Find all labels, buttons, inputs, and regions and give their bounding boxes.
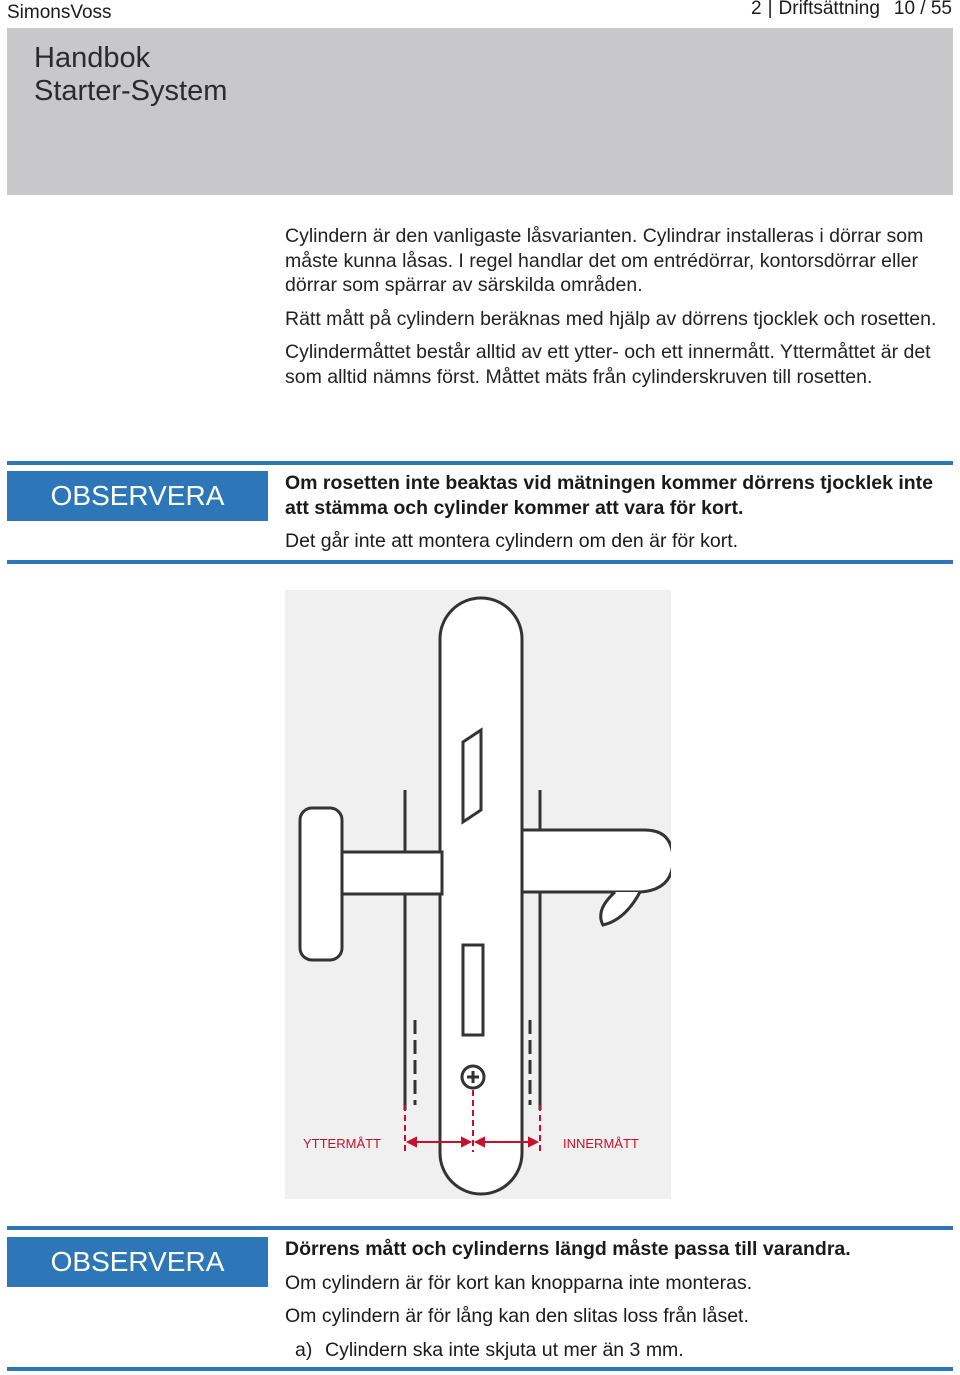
note1-top-rule [7, 461, 953, 465]
outer-arrow-left [408, 1138, 416, 1146]
note1-text [285, 471, 953, 554]
list-item-label: a) [295, 1338, 313, 1361]
lock-drawing [285, 590, 671, 1199]
note2-top-rule [7, 1226, 953, 1230]
intro-paragraph-1: Cylindern är den vanligaste låsvarianten. Cylindrar installeras i dörrar som måste kunna låsas. I regel handlar det om entrédörrar, kontorsdörrar eller dörrar som spärrar av särskilda områden. [285, 225, 924, 296]
note2-text-1: Om cylindern är för kort kan knopparna inte monteras. [285, 1271, 753, 1294]
note2-text [285, 1237, 953, 1362]
lock-illustration [285, 590, 671, 1199]
inner-measure-label: INNERMÅTT [563, 1136, 639, 1151]
page-number: 10 / 55 [893, 0, 952, 19]
note1-bold-text: Om rosetten inte beaktas vid mätningen kommer dörrens tjocklek inte att stämma och cylinder kommer att vara för kort. [285, 472, 934, 519]
latch-bolt [463, 730, 481, 822]
outer-measure-label: YTTERMÅTT [303, 1136, 381, 1151]
knob-shaft [342, 852, 442, 894]
doc-title-line1: Handbok [34, 42, 151, 74]
intro-paragraph-3: Cylindermåttet består alltid av ett ytter- och ett innermått. Yttermåttet är det som alltid nämns först. Måttet mäts från cylinderskruven till rosetten. [285, 341, 931, 388]
escutcheon-plate [440, 598, 522, 1194]
intro-paragraph-2: Rätt mått på cylindern beräknas med hjälp av dörrens tjocklek och rosetten. [285, 307, 937, 330]
note2-bottom-rule [7, 1367, 953, 1371]
lever-handle [522, 830, 671, 892]
note1-bottom-rule [7, 560, 953, 564]
brand-name: SimonsVoss [7, 2, 112, 23]
chapter-title: Driftsättning [778, 0, 880, 19]
list-item-text: Cylindern ska inte skjuta ut mer än 3 mm. [325, 1338, 684, 1361]
note1-plain-text: Det går inte att montera cylindern om den är för kort. [285, 530, 739, 552]
chapter-number: 2 [751, 0, 762, 19]
note2-bold-text: Dörrens mått och cylinderns längd måste passa till varandra. [285, 1238, 851, 1260]
note2-text-2: Om cylindern är för lång kan den slitas loss från låset. [285, 1305, 749, 1327]
note1-label: OBSERVERA [7, 471, 268, 521]
doc-title-line2: Starter-System [34, 75, 228, 107]
lock-slot [463, 945, 483, 1035]
lever-tip [601, 892, 640, 925]
title-banner [7, 28, 953, 195]
inner-arrow-right [529, 1138, 537, 1146]
note2-label: OBSERVERA [7, 1237, 268, 1287]
list-item [285, 1338, 953, 1363]
separator: | [767, 0, 773, 19]
page-header [0, 0, 960, 26]
knob [300, 808, 342, 960]
intro-text [285, 224, 953, 398]
page-info [751, 0, 952, 20]
